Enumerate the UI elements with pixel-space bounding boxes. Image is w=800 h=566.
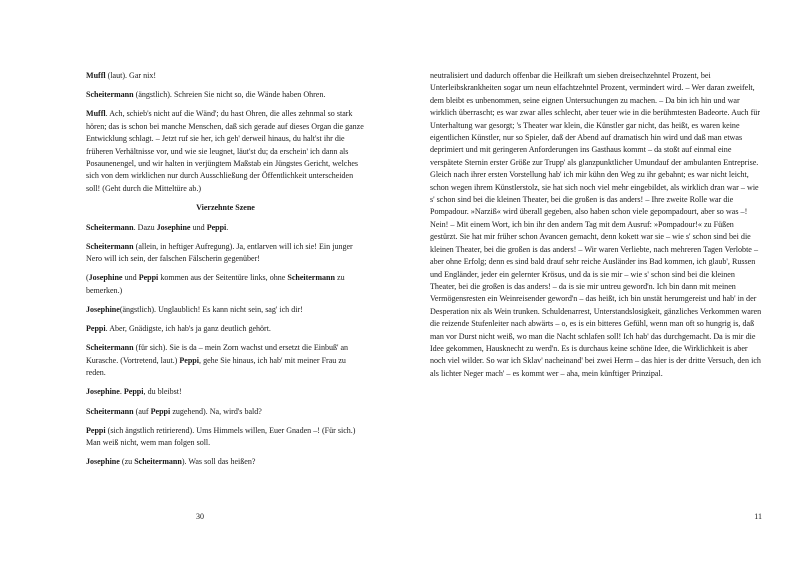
- speaker-name: Scheitermann: [86, 406, 134, 416]
- left-page-body: [86, 70, 365, 469]
- paragraph: [86, 222, 365, 234]
- speaker-name: Josephine: [86, 387, 120, 397]
- dialogue-text: (: [86, 273, 89, 283]
- speaker-name: Peppi: [150, 406, 171, 416]
- speaker-name: Scheitermann: [86, 241, 134, 251]
- scene-heading: Vierzehnte Szene: [196, 202, 255, 212]
- dialogue-text: und: [122, 273, 139, 283]
- speaker-name: Peppi: [123, 387, 144, 397]
- dialogue-text: ). Was soll das heißen?: [181, 457, 256, 467]
- speaker-name: Josephine: [88, 273, 123, 283]
- dialogue-text: . Dazu: [133, 222, 157, 232]
- paragraph: [86, 406, 365, 418]
- dialogue-text: (ängstlich). Schreien Sie nicht so, die Wände haben Ohren.: [133, 90, 326, 100]
- dialogue-text: , gehe Sie hinaus, ich hab' mit meiner Frau zu reden.: [86, 355, 346, 378]
- dialogue-text: (auf: [133, 406, 151, 416]
- dialogue-text: kommen aus der Seitentüre links, ohne: [158, 273, 288, 283]
- dialogue-text: und: [190, 222, 207, 232]
- dialogue-text: (für sich). Sie is da – mein Zorn wachst und ersetzt die Einbuß' an Kurasche. (Vortretend, laut.): [86, 343, 349, 365]
- paragraph: [86, 89, 365, 101]
- dialogue-text: .: [226, 222, 229, 232]
- paragraph: [86, 425, 365, 450]
- speaker-name: Peppi: [86, 425, 106, 435]
- paragraph: [86, 70, 365, 82]
- speaker-name: Josephine: [86, 457, 120, 467]
- dialogue-text: , du bleibst!: [143, 387, 182, 397]
- dialogue-text: (zu: [119, 457, 135, 467]
- speaker-name: Scheitermann: [86, 222, 134, 232]
- speaker-name: Muffl: [86, 109, 106, 119]
- dialogue-text: zu bemerken.): [86, 273, 345, 295]
- right-page: [400, 0, 800, 566]
- speaker-name: Josephine: [86, 305, 120, 314]
- dialogue-text: (sich ängstlich retirierend). Ums Himmels willen, Euer Gnaden –! (Für sich.) Man weiß nicht, wem man folgen soll.: [86, 425, 356, 448]
- page-number-right: 11: [754, 512, 762, 521]
- speaker-name: Peppi: [179, 355, 199, 365]
- speaker-name: Scheitermann: [287, 273, 335, 283]
- speaker-name: Peppi: [86, 324, 106, 334]
- paragraph: [86, 456, 365, 468]
- right-page-body: [430, 70, 762, 380]
- dialogue-text: . Ach, schieb's nicht auf die Wänd'; du hast Ohren, die alles zehnmal so stark hören; das is schon bei manche Menschen, daß sich gerade auf dieses Organ die ganze Entwicklung schlagt. – Jetzt ruf sie her, ich geh' derweil hinaus, du halt'st ihr die früheren Verhältnisse vor, und wie sie leugnet, läut'st du; da erschein' ich dann als Posaunenengel, und wir halten in verjüngtem Maßstab ein Jüngstes Gericht, welches sich von dem wirklichen nur durch Ausschließung der Öffentlichkeit unterscheiden soll! (Geht durch die Mitteltüre ab.): [86, 109, 364, 193]
- speaker-name: Scheitermann: [86, 343, 134, 353]
- paragraph: [86, 323, 365, 335]
- right-paragraphs: [430, 70, 762, 380]
- speaker-name: Peppi: [138, 273, 159, 283]
- dialogue-text: neutralisiert und dadurch offenbar die Heilkraft um sieben dreisechzehntel Prozent, bei Unterleibskrankheiten sogar um neun elfachtzehntel Prozent, vermindert wird. – Wer daran zweifelt, dem bleibt es unbenommen, seine eignen Untersuchungen zu machen. – Da bin ich hin und war wirklich überrascht; es war zwar alles schlecht, aber teuer wie in die berühmtesten Badeorte. Auch für Unterhaltung war gesorgt; 's Theater war klein, die Künstler gar nicht, das heißt, es waren keine eigentlichen Künstler, nur so Spieler, daß der Abend auf dramatisch hin wird und daß man etwas deprimiert und mit geringeren Anforderungen ins Gasthaus kommt – da stoßt auf einmal eine verspätete Sternin erster Größe zur Trupp' als glanzpunktlicher Umundauf der ambulanten Entreprise. Gleich nach ihrer ersten Vorstellung hab' ich mir kühn den Weg zu ihr gebahnt; es war nicht leicht, schon wegen ihrem Künstlerstolz, sie hat sich noch viel mehr eingebildet, als wirklich dran war – wie s' schon sind bei die kleinen Theater, bei die großen is das anders! – Ihre zweite Rolle war die Pompadour. »Narziß« wird überall gegeben, also haben schon viele gepompadourt, aber so was –! Nein! – Mit einem Wort, ich bin ihr den andern Tag mit dem Ausruf: »Pompadour!« zu Füßen gestürzt. Sie hat mir früher schon Avancen gemacht, denn kokett war sie – wie s' schon sind bei die kleinen Theater, bei die großen is das anders! – Wir waren Verliebte, nach mehreren Tagen Verlobte – aber ohne Erfolg; denn es sind bald drauf sehr reiche Ausländer ins Bad kommen, ich glaub', Russen und Engländer, jeder ein gelernter Krösus, und da is sie mir – wie s' schon sind bei die kleinen Theater, bei die großen is das anders! – da is sie mir untreu geword'n. Ich bin dann mit meinen Vermögensresten ein Weinreisender geword'n – das heißt, ich bin unstät herumgereist und hab' in der Desperation nix als Wein trunken. Schuldenarrest, Unterstandslosigkeit, gänzliches Verkommen waren die reizende Stufenleiter nach abwärts – o, es is ein bitteres Gefühl, wenn man oft so hungrig is, daß man vor Durst nicht weiß, wo man die Nacht schlafen soll! Ich hab' das durchgemacht. Da is mir die Idee gekommen, Hausknecht zu werd'n. Es is durchaus keine schöne Idee, die Wirklichkeit is aber noch viel wilder. So war ich Sklav' nacheinand' bei zwei Herrn – das hier is der dritte Versuch, den ich als lichter Neger mach' – es kommt wer – aha, mein künftiger Prinzipal.: [430, 71, 762, 378]
- dialogue-text: (laut). Gar nix!: [105, 71, 157, 80]
- dialogue-text: (ängstlich). Unglaublich! Es kann nicht sein, sag' ich dir!: [119, 305, 303, 314]
- paragraph: [86, 241, 365, 266]
- paragraph: [430, 70, 762, 380]
- speaker-name: Scheitermann: [86, 90, 134, 100]
- paragraph: [86, 304, 365, 316]
- dialogue-text: .: [119, 387, 124, 397]
- paragraph: [86, 272, 365, 297]
- dialogue-text: zugehend). Na, wird's bald?: [170, 406, 262, 416]
- dialogue-text: . Aber, Gnädigste, ich hab's ja ganz deutlich gehört.: [105, 324, 271, 334]
- speaker-name: Peppi: [206, 222, 227, 232]
- paragraph: [86, 108, 365, 194]
- paragraph: [86, 386, 365, 398]
- page-number-left: 30: [196, 512, 204, 521]
- left-paragraphs-before-heading: [86, 70, 365, 195]
- dialogue-text: (allein, in heftiger Aufregung). Ja, entlarven will ich sie! Ein junger Nero will ich sein, der falschen Fälscherin gegenüber!: [86, 241, 353, 264]
- paragraph: [86, 342, 365, 379]
- speaker-name: Josephine: [156, 222, 191, 232]
- speaker-name: Scheitermann: [134, 457, 182, 467]
- left-paragraphs-after-heading: [86, 222, 365, 469]
- speaker-name: Muffl: [86, 71, 106, 80]
